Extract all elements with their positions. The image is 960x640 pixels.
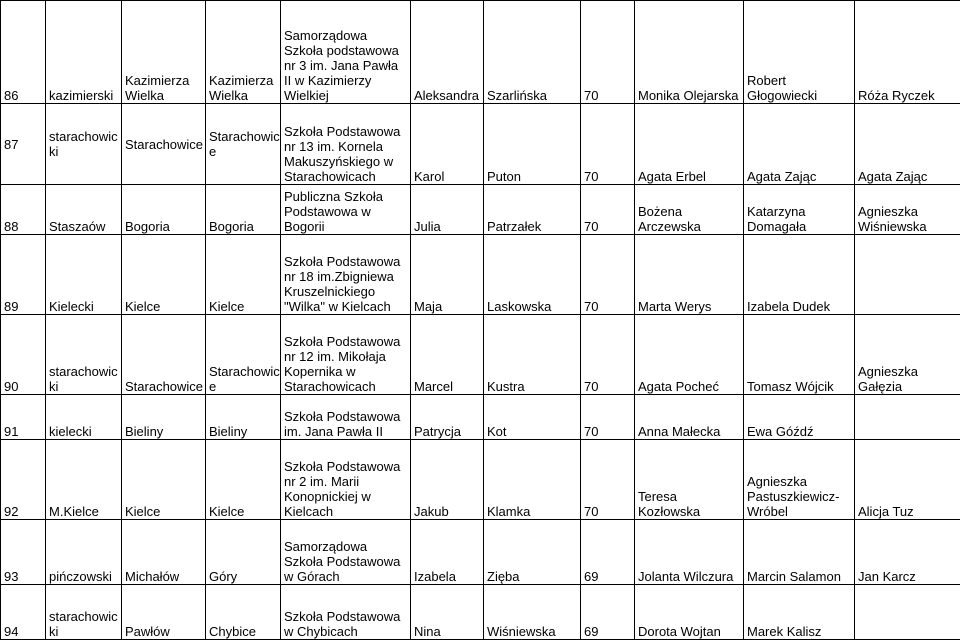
cell-school: Szkoła Podstawowa nr 12 im. Mikołaja Kopernika w Starachowicach [281,315,411,395]
cell-score: 70 [581,235,635,315]
cell-last-name: Szarlińska [484,1,581,104]
cell-teacher-1: Teresa Kozłowska [635,440,744,520]
cell-school: Samorządowa Szkoła podstawowa nr 3 im. Jana Pawła II w Kazimierzy Wielkiej [281,1,411,104]
cell-town: Chybice [206,585,281,640]
cell-teacher-2: Marek Kalisz [744,585,855,640]
cell-commune: Kazimierza Wielka [122,1,206,104]
cell-teacher-1: Bożena Arczewska [635,185,744,235]
cell-town: Starachowic e [206,104,281,185]
cell-first-name: Jakub [411,440,484,520]
cell-county: Kielecki [46,235,122,315]
cell-last-name: Klamka [484,440,581,520]
cell-score: 70 [581,104,635,185]
cell-teacher-2: Izabela Dudek [744,235,855,315]
table-row [1,235,960,315]
cell-score: 70 [581,395,635,440]
cell-town: Góry [206,520,281,585]
cell-score: 69 [581,520,635,585]
cell-commune: Pawłów [122,585,206,640]
cell-commune: Bieliny [122,395,206,440]
cell-no: 86 [1,1,46,104]
cell-no: 92 [1,440,46,520]
cell-score: 70 [581,185,635,235]
cell-score: 70 [581,1,635,104]
cell-commune: Bogoria [122,185,206,235]
cell-no: 87 [1,104,46,185]
cell-last-name: Puton [484,104,581,185]
cell-teacher-2: Marcin Salamon [744,520,855,585]
cell-county: M.Kielce [46,440,122,520]
table-row [1,1,960,104]
cell-county: kielecki [46,395,122,440]
cell-town: Kielce [206,235,281,315]
cell-teacher-2: Ewa Góźdź [744,395,855,440]
cell-county: starachowic ki [46,104,122,185]
table-row [1,440,960,520]
cell-school: Szkoła Podstawowa nr 13 im. Kornela Makuszyńskiego w Starachowicach [281,104,411,185]
table-row [1,315,960,395]
cell-town: Starachowic e [206,315,281,395]
cell-commune: Kielce [122,440,206,520]
cell-county: Staszaów [46,185,122,235]
cell-teacher-3 [855,395,960,440]
cell-first-name: Aleksandra [411,1,484,104]
cell-teacher-1: Agata Pocheć [635,315,744,395]
cell-county: kazimierski [46,1,122,104]
cell-first-name: Marcel [411,315,484,395]
table-row [1,520,960,585]
cell-commune: Starachowice [122,104,206,185]
cell-last-name: Wiśniewska [484,585,581,640]
cell-teacher-1: Dorota Wojtan [635,585,744,640]
cell-county: pińczowski [46,520,122,585]
cell-town: Kazimierza Wielka [206,1,281,104]
cell-school: Szkoła Podstawowa im. Jana Pawła II [281,395,411,440]
cell-teacher-3: Róża Ryczek [855,1,960,104]
cell-town: Kielce [206,440,281,520]
cell-no: 94 [1,585,46,640]
cell-no: 90 [1,315,46,395]
cell-teacher-3 [855,585,960,640]
cell-teacher-2: Robert Głogowiecki [744,1,855,104]
cell-school: Publiczna Szkoła Podstawowa w Bogorii [281,185,411,235]
table-row [1,585,960,640]
cell-county: starachowic ki [46,585,122,640]
cell-school: Szkoła Podstawowa nr 18 im.Zbigniewa Kruszelnickiego "Wilka" w Kielcach [281,235,411,315]
cell-last-name: Kot [484,395,581,440]
cell-teacher-1: Marta Werys [635,235,744,315]
cell-teacher-3: Alicja Tuz [855,440,960,520]
cell-teacher-1: Monika Olejarska [635,1,744,104]
cell-score: 69 [581,585,635,640]
cell-town: Bogoria [206,185,281,235]
cell-teacher-2: Tomasz Wójcik [744,315,855,395]
cell-no: 93 [1,520,46,585]
cell-last-name: Zięba [484,520,581,585]
cell-first-name: Julia [411,185,484,235]
table-row [1,104,960,185]
cell-first-name: Maja [411,235,484,315]
cell-no: 89 [1,235,46,315]
cell-first-name: Karol [411,104,484,185]
cell-teacher-2: Agnieszka Pastuszkiewicz- Wróbel [744,440,855,520]
table-row [1,395,960,440]
cell-school: Szkoła Podstawowa w Chybicach [281,585,411,640]
cell-teacher-2: Agata Zając [744,104,855,185]
cell-teacher-3 [855,235,960,315]
cell-school: Samorządowa Szkoła Podstawowa w Górach [281,520,411,585]
table-row [1,185,960,235]
cell-last-name: Laskowska [484,235,581,315]
cell-commune: Michałów [122,520,206,585]
cell-teacher-3: Agata Zając [855,104,960,185]
cell-first-name: Izabela [411,520,484,585]
cell-teacher-1: Jolanta Wilczura [635,520,744,585]
cell-county: starachowic ki [46,315,122,395]
cell-no: 88 [1,185,46,235]
cell-no: 91 [1,395,46,440]
cell-last-name: Kustra [484,315,581,395]
cell-last-name: Patrzałek [484,185,581,235]
cell-town: Bieliny [206,395,281,440]
cell-first-name: Patrycja [411,395,484,440]
cell-first-name: Nina [411,585,484,640]
cell-school: Szkoła Podstawowa nr 2 im. Marii Konopnickiej w Kielcach [281,440,411,520]
cell-teacher-1: Anna Małecka [635,395,744,440]
cell-score: 70 [581,315,635,395]
cell-commune: Starachowice [122,315,206,395]
cell-commune: Kielce [122,235,206,315]
cell-teacher-2: Katarzyna Domagała [744,185,855,235]
cell-teacher-3: Agnieszka Gałęzia [855,315,960,395]
cell-teacher-3: Agnieszka Wiśniewska [855,185,960,235]
cell-score: 70 [581,440,635,520]
cell-teacher-1: Agata Erbel [635,104,744,185]
cell-teacher-3: Jan Karcz [855,520,960,585]
